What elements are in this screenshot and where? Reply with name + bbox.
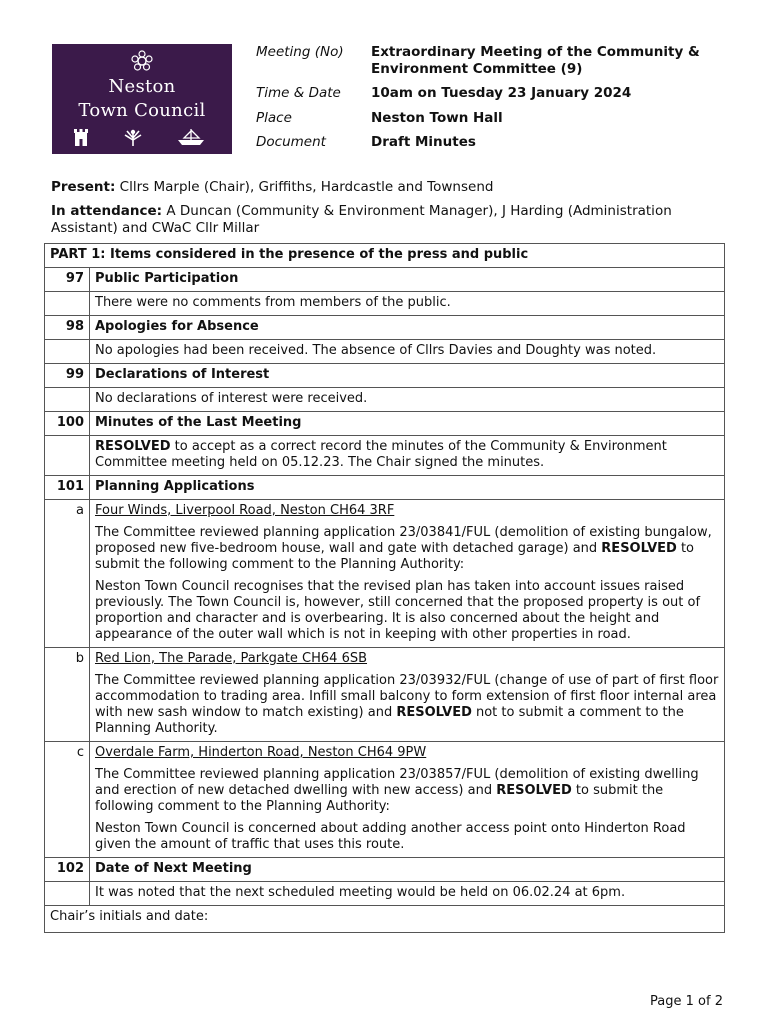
application-comment: Neston Town Council recognises that the revised plan has taken into account issues raised previously. The Town Council is, however, still concerned that the proposed property is out of proportion and character and is overbearing. It is also concerned about the height and appearance of the outer wall which is not in keeping with other properties in road. [95,579,701,642]
empty-cell [45,292,90,316]
ship-icon [176,128,206,146]
meta-value: 10am on Tuesday 23 January 2024 [371,85,632,101]
item-title: Planning Applications [90,476,725,500]
item-title: Apologies for Absence [90,316,725,340]
present-line [51,179,731,196]
item-row-102 [45,858,725,882]
item-body: No declarations of interest were received. [90,388,725,412]
empty-cell [45,882,90,906]
page-number: Page 1 of 2 [650,994,723,1009]
meta-key: Document [256,134,326,150]
application-address: Red Lion, The Parade, Parkgate CH64 6SB [95,651,368,666]
council-logo [52,44,232,154]
subitem-letter: b [45,648,90,742]
item-number: 100 [45,412,90,436]
meta-value: Neston Town Hall [371,110,503,126]
meta-key: Place [256,110,292,126]
wheatsheaf-icon [122,128,144,146]
item-body [90,436,725,476]
application-address: Overdale Farm, Hinderton Road, Neston CH64 9PW [95,745,427,760]
present-label: Present: [51,179,116,195]
application-review [95,525,719,573]
application-address: Four Winds, Liverpool Road, Neston CH64 3RF [95,503,395,518]
subitem-row-101c [45,742,725,858]
item-number: 99 [45,364,90,388]
empty-cell [45,436,90,476]
application-comment: Neston Town Council is concerned about adding another access point onto Hinderton Road given the amount of traffic that uses this route. [95,821,686,852]
item-body-text: to accept as a correct record the minutes of the Community & Environment Committee meeting held on 05.12.23. The Chair signed the minutes. [95,439,667,470]
review-text: The Committee reviewed planning application 23/03841/FUL (demolition of existing bungalow, proposed new five-bedroom house, wall and gate with detached garage) and [95,525,712,556]
application-review [95,767,719,815]
review-text: The Committee reviewed planning application 23/03932/FUL (change of use of part of first floor accommodation to trading area. Infill small balcony to form extension of first floor internal area with new sash window to match existing) and [95,673,719,720]
item-title: Declarations of Interest [90,364,725,388]
review-text: The Committee reviewed planning application 23/03857/FUL (demolition of existing dwelling and erection of new detached dwelling with new access) and [95,767,699,798]
item-body-row-98 [45,340,725,364]
meta-key: Time & Date [256,85,341,101]
item-body: No apologies had been received. The absence of Cllrs Davies and Doughty was noted. [90,340,725,364]
subitem-body [90,500,725,648]
chairs-initials: Chair’s initials and date: [45,906,725,933]
attendance-text: A Duncan (Community & Environment Manager), J Harding (Administration Assistant) and CWaC Cllr Millar [51,203,672,236]
item-body-row-100 [45,436,725,476]
resolved-keyword: RESOLVED [396,705,472,720]
item-title: Minutes of the Last Meeting [90,412,725,436]
resolved-keyword: RESOLVED [496,783,572,798]
item-body: It was noted that the next scheduled meeting would be held on 06.02.24 at 6pm. [90,882,725,906]
item-title: Date of Next Meeting [90,858,725,882]
logo-line-2: Town Council [78,100,206,121]
item-number: 97 [45,268,90,292]
application-review [95,673,719,737]
empty-cell [45,388,90,412]
attendance-label: In attendance: [51,203,163,219]
subitem-row-101a [45,500,725,648]
meta-value: Draft Minutes [371,134,476,150]
subitem-row-101b [45,648,725,742]
subitem-letter: c [45,742,90,858]
item-row-97 [45,268,725,292]
chairs-initials-row [45,906,725,933]
item-row-100 [45,412,725,436]
item-row-99 [45,364,725,388]
review-text-end: to submit the following comment to the Planning Authority: [95,541,695,572]
tower-icon [70,128,92,146]
meta-key: Meeting (No) [256,44,344,60]
part-heading-row [45,244,725,268]
item-row-101 [45,476,725,500]
resolved-keyword: RESOLVED [95,439,171,454]
item-body-row-99 [45,388,725,412]
review-text-end: to submit the following comment to the Planning Authority: [95,783,664,814]
minutes-table [44,243,725,933]
review-text-end: not to submit a comment to the Planning Authority. [95,705,684,736]
subitem-letter: a [45,500,90,648]
item-body-row-102 [45,882,725,906]
item-title: Public Participation [90,268,725,292]
logo-line-1: Neston [108,76,176,97]
item-body: There were no comments from members of the public. [90,292,725,316]
item-row-98 [45,316,725,340]
present-text: Cllrs Marple (Chair), Griffiths, Hardcastle and Townsend [115,179,494,195]
subitem-body [90,742,725,858]
rose-crest-icon [130,50,154,72]
part-heading: PART 1: Items considered in the presence of the press and public [45,244,725,268]
item-number: 98 [45,316,90,340]
item-body-row-97 [45,292,725,316]
empty-cell [45,340,90,364]
item-number: 102 [45,858,90,882]
resolved-keyword: RESOLVED [601,541,677,556]
attendance-line [51,203,731,237]
meta-value: Extraordinary Meeting of the Community & Environment Committee (9) [371,44,700,77]
item-number: 101 [45,476,90,500]
subitem-body [90,648,725,742]
